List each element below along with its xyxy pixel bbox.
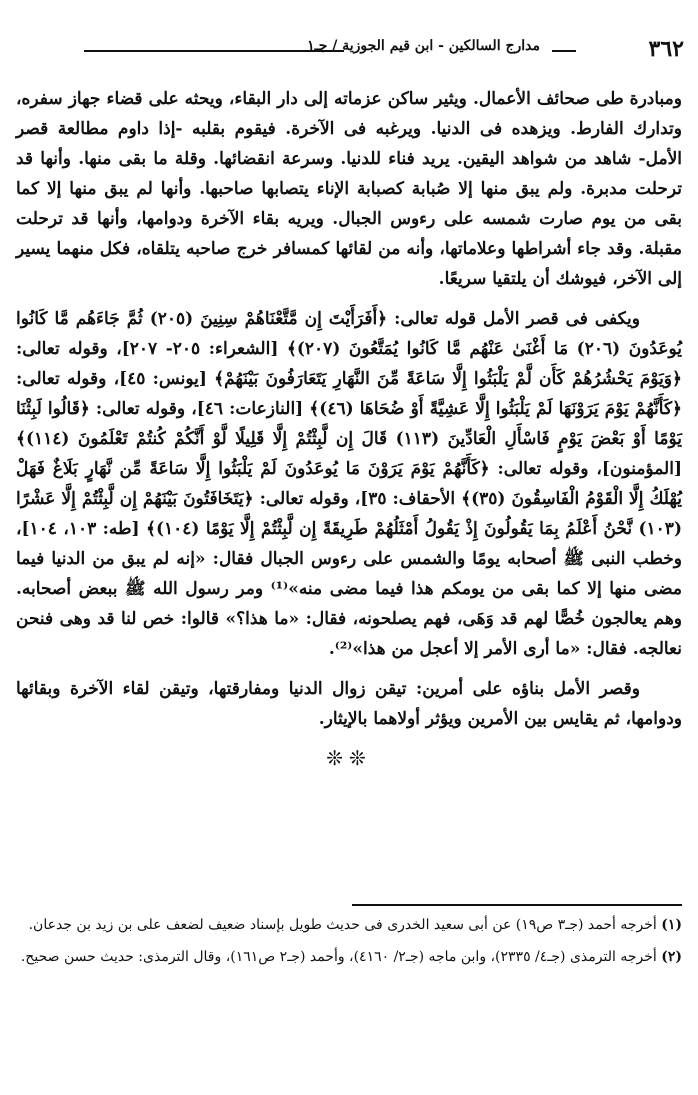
paragraph-1: ومبادرة طى صحائف الأعمال. ويثير ساكن عزماته إلى دار البقاء، ويحثه على قضاء جهاز سفره، وتدارك الفارط. ويزهده فى الدنيا. ويرغبه فى الآخرة. فيقوم بقلبه -إذا داوم مطالعة قصر الأمل- شاهد من شواهد اليقين. يريد فناء للدنيا. وسرعة انقضائها. وقلة ما بقى منها. وأنها قد ترحلت مدبرة. ولم يبق منها إلا صُبابة كصبابة الإناء يتصابها صاحبها. وأنها لم يبق منها إلا كما بقى من يوم صارت شمسه على رءوس الجبال. ويريه بقاء الآخرة ودوامها، وأنها قد ترحلت مقبلة. وقد جاء أشراطها وعلاماتها، وأنه من لقائها كمسافر خرج صاحبه يتلقاه، فكل منهما يسير إلى الآخر، فيوشك أن يلتقيا سريعًا. [16, 89, 683, 289]
header-rule-middle [84, 50, 344, 52]
footnote-number: (٢) [661, 949, 682, 965]
footnotes [16, 904, 682, 970]
footnote-text: أخرجه أحمد (جـ٣ ص١٩) عن أبى سعيد الخدرى فى حديث طويل بإسناد ضعيف لضعف على بن زيد بن جدعان. [28, 917, 657, 933]
paragraph-2: ويكفى فى قصر الأمل قوله تعالى: ﴿أَفَرَأَيْتَ إِن مَّتَّعْنَاهُمْ سِنِينَ (٢٠٥) ثُمَّ جَاءَهُم مَّا كَانُوا يُوعَدُونَ (٢٠٦) مَا أَغْنَىٰ عَنْهُم مَّا كَانُوا يُمَتَّعُونَ (٢٠٧)﴾ [الشعراء: ٢٠٥- ٢٠٧]، وقوله تعالى: ﴿وَيَوْمَ يَحْشُرُهُمْ كَأَن لَّمْ يَلْبَثُوا إِلَّا سَاعَةً مِّنَ النَّهَارِ يَتَعَارَفُونَ بَيْنَهُمْ﴾ [يونس: ٤٥]، وقوله تعالى: ﴿كَأَنَّهُمْ يَوْمَ يَرَوْنَهَا لَمْ يَلْبَثُوا إِلَّا عَشِيَّةً أَوْ ضُحَاهَا (٤٦)﴾ [النازعات: ٤٦]، وقوله تعالى: ﴿قَالُوا لَبِثْنَا يَوْمًا أَوْ بَعْضَ يَوْمٍ فَاسْأَلِ الْعَادِّينَ (١١٣) قَالَ إِن لَّبِثْتُمْ إِلَّا قَلِيلًا لَّوْ أَنَّكُمْ كُنتُمْ تَعْلَمُونَ (١١٤)﴾ [المؤمنون]، وقوله تعالى: ﴿كَأَنَّهُمْ يَوْمَ يَرَوْنَ مَا يُوعَدُونَ لَمْ يَلْبَثُوا إِلَّا سَاعَةً مِّن نَّهَارٍ بَلَاغٌ فَهَلْ يُهْلَكُ إِلَّا الْقَوْمُ الْفَاسِقُونَ (٣٥)﴾ الأحقاف: ٣٥]، وقوله تعالى: ﴿يَتَخَافَتُونَ بَيْنَهُمْ إِن لَّبِثْتُمْ إِلَّا عَشْرًا (١٠٣) نَّحْنُ أَعْلَمُ بِمَا يَقُولُونَ إِذْ يَقُولُ أَمْثَلُهُمْ طَرِيقَةً إِن لَّبِثْتُمْ إِلَّا يَوْمًا (١٠٤)﴾ [طه: ١٠٣، ١٠٤]، وخطب النبى ﷺ أصحابه يومًا والشمس على رءوس الجبال فقال: «إنه لم يبق من الدنيا فيما مضى منها إلا كما بقى من يومكم هذا فيما مضى منه»⁽¹⁾ ومر رسول الله ﷺ ببعض أصحابه. وهم يعالجون خُصًّا لهم قد وَهَى، فهم يصلحونه، فقال: «ما هذا؟» قالوا: خص لنا قد وهى فنحن نعالجه. فقال: «ما أرى الأمر إلا أعجل من هذا»⁽²⁾. [16, 309, 682, 659]
footnote-number: (١) [661, 917, 682, 933]
footnote-rule [352, 904, 682, 906]
section-separator: ❊❊ [326, 746, 372, 770]
footnote-2 [16, 944, 682, 970]
paragraph-3: وقصر الأمل بناؤه على أمرين: تيقن زوال الدنيا ومفارقتها، وتيقن لقاء الآخرة وبقائها ودوامها، ثم يقايس بين الأمرين ويؤثر أولاهما بالإيثار. [16, 679, 682, 729]
main-text [16, 84, 682, 770]
page-number: ٣٦٢ [648, 36, 684, 62]
footnote-1 [16, 912, 682, 938]
page-header [14, 36, 684, 66]
footnote-text: أخرجه الترمذى (جـ٤/ ٢٣٣٥)، وابن ماجه (جـ٢/ ٤١٦٠)، وأحمد (جـ٢ ص١٦١)، وقال الترمذى: حديث حسن صحيح. [20, 949, 657, 965]
header-rule-right [552, 50, 576, 52]
running-title: مدارج السالكين - ابن قيم الجوزية / جـ١ [307, 38, 540, 54]
